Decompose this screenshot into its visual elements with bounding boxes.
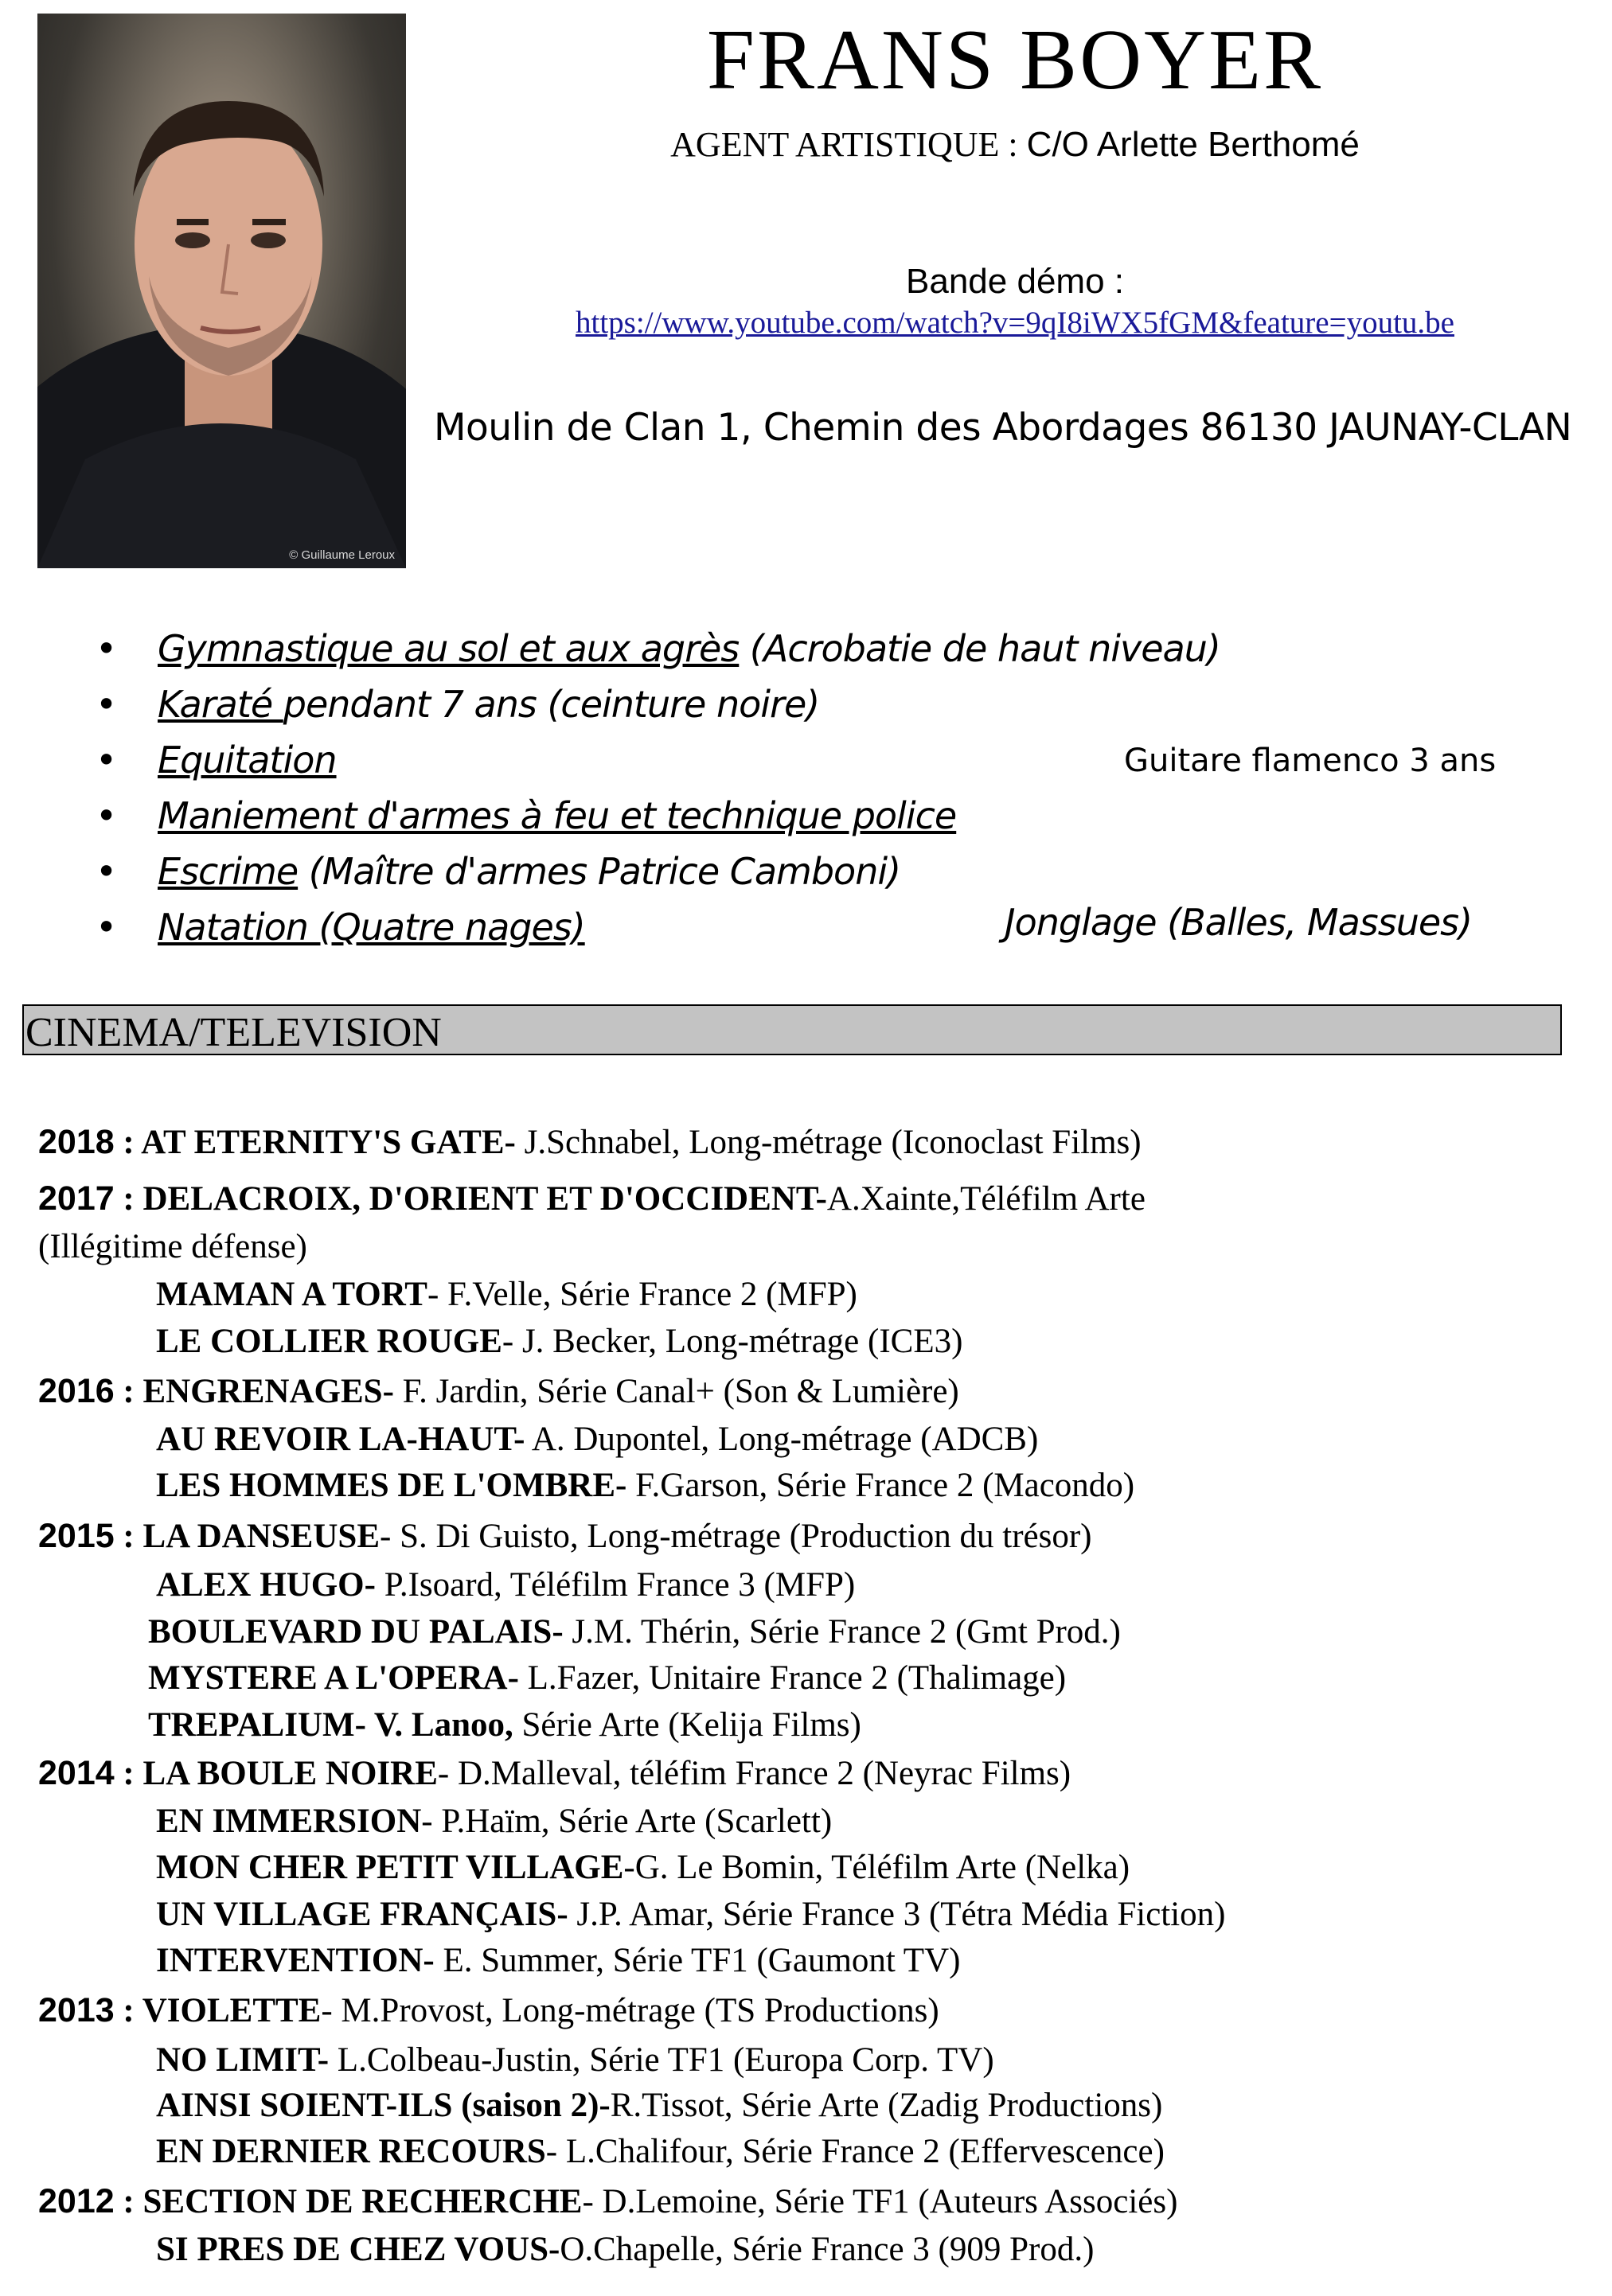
credit-title: AU REVOIR LA-HAUT-	[156, 1421, 525, 1458]
skill-main: Equitation	[158, 739, 337, 782]
credit-row	[156, 1467, 1134, 1504]
credit-detail: J.P. Amar, Série France 3 (Tétra Média Fiction)	[568, 1896, 1226, 1933]
credit-row	[38, 1180, 1146, 1218]
credit-title: LES HOMMES DE L'OMBRE-	[156, 1467, 627, 1504]
credit-sep: :	[114, 1180, 143, 1218]
credit-row	[156, 2231, 1094, 2268]
photo-credit: © Guillaume Leroux	[289, 548, 395, 562]
credit-row	[156, 1421, 1038, 1458]
credit-title: ENGRENAGES-	[142, 1373, 394, 1410]
credit-title: SI PRES DE CHEZ VOUS-	[156, 2231, 560, 2268]
credit-detail: R.Tissot, Série Arte (Zadig Productions)	[610, 2087, 1163, 2124]
credit-detail: - L.Chalifour, Série France 2 (Effervescence)	[545, 2133, 1165, 2170]
credit-title: AT ETERNITY'S GATE-	[141, 1124, 516, 1161]
credit-row	[38, 1518, 1092, 1555]
bullet-icon: •	[96, 683, 117, 726]
credit-row	[156, 1566, 855, 1604]
credit-title: LE COLLIER ROUGE	[156, 1323, 502, 1360]
address: Moulin de Clan 1, Chemin des Abordages 86130 JAUNAY-CLAN	[434, 406, 1572, 450]
credit-row	[38, 1228, 307, 1265]
credit-row	[38, 2183, 1177, 2220]
credit-year: 2017	[38, 1179, 115, 1218]
section-title: CINEMA/TELEVISION	[25, 1010, 442, 1055]
credit-row	[156, 1276, 857, 1313]
credit-detail: - D.Lemoine, Série TF1 (Auteurs Associés)	[582, 2183, 1178, 2220]
credit-detail: A.Xainte,Téléfilm Arte	[826, 1180, 1146, 1218]
credit-row	[156, 1323, 962, 1360]
skill-main: Maniement d'armes à feu et technique police	[158, 794, 957, 837]
credit-detail: J.Schnabel, Long-métrage (Iconoclast Films)	[515, 1124, 1142, 1161]
credit-detail: - M.Provost, Long-métrage (TS Productions)	[321, 1992, 939, 2029]
credit-sep: :	[114, 1755, 143, 1792]
credit-row	[148, 1706, 861, 1744]
section-header	[22, 1004, 1562, 1055]
credit-row	[148, 1659, 1066, 1697]
credit-title: EN DERNIER RECOURS	[156, 2133, 546, 2170]
bullet-icon: •	[96, 906, 117, 949]
credit-row	[38, 1124, 1142, 1161]
credit-row	[156, 2087, 1162, 2124]
credit-detail: - J. Becker, Long-métrage (ICE3)	[502, 1323, 963, 1360]
credit-detail: - S. Di Guisto, Long-métrage (Production du trésor)	[380, 1518, 1092, 1555]
credit-year: 2012	[38, 2182, 115, 2220]
portrait-illustration	[37, 14, 406, 568]
credit-detail: J.M. Thérin, Série France 2 (Gmt Prod.)	[563, 1613, 1121, 1651]
credit-year: 2016	[38, 1372, 115, 1410]
credit-title: SECTION DE RECHERCHE	[142, 2183, 583, 2220]
credit-title: TREPALIUM- V. Lanoo,	[148, 1706, 513, 1744]
credit-title: LA DANSEUSE	[142, 1518, 381, 1555]
bullet-icon: •	[96, 850, 117, 893]
credit-year: 2018	[38, 1123, 115, 1161]
credit-detail: A. Dupontel, Long-métrage (ADCB)	[525, 1421, 1039, 1458]
credit-row	[156, 2041, 994, 2079]
credit-detail: - F.Velle, Série France 2 (MFP)	[427, 1276, 857, 1313]
credit-title: AINSI SOIENT-ILS (saison 2)-	[156, 2087, 611, 2124]
credit-row	[38, 1755, 1071, 1792]
portrait-photo	[37, 14, 406, 568]
credit-sep: :	[114, 1992, 142, 2029]
demo-label: Bande démo :	[906, 262, 1124, 301]
agent-label: AGENT ARTISTIQUE :	[670, 125, 1027, 164]
credit-title: MAMAN A TORT	[156, 1276, 427, 1313]
credit-sep: :	[114, 1518, 143, 1555]
credit-row	[156, 2133, 1165, 2170]
credit-row	[156, 1896, 1226, 1933]
credit-year: 2015	[38, 1517, 115, 1555]
credit-title: INTERVENTION-	[156, 1942, 435, 1979]
credit-detail: P.Isoard, Téléfilm France 3 (MFP)	[375, 1566, 856, 1604]
demo-link[interactable]: https://www.youtube.com/watch?v=9qI8iWX5fGM&feature=youtu.be	[576, 306, 1454, 340]
credit-title: BOULEVARD DU PALAIS-	[148, 1613, 564, 1651]
credit-year: 2013	[38, 1991, 115, 2029]
person-name: FRANS BOYER	[706, 13, 1324, 107]
credit-row	[156, 1849, 1130, 1886]
credit-title: DELACROIX, D'ORIENT ET D'OCCIDENT-	[142, 1180, 827, 1218]
skill-detail: (Maître d'armes Patrice Camboni)	[298, 850, 901, 893]
credit-row	[156, 1942, 960, 1979]
credit-title: LA BOULE NOIRE	[142, 1755, 438, 1792]
credit-sep: :	[114, 2183, 143, 2220]
credit-row	[156, 1803, 832, 1840]
credit-row	[38, 1992, 939, 2029]
skill-main: Escrime	[158, 850, 299, 893]
credit-sep: :	[114, 1124, 142, 1161]
skill-extra-juggling: Jonglage (Balles, Massues)	[1005, 901, 1473, 944]
bullet-icon: •	[96, 794, 117, 837]
bullet-icon: •	[96, 627, 117, 670]
credit-title: NO LIMIT-	[156, 2041, 330, 2079]
credit-title: VIOLETTE	[142, 1992, 322, 2029]
credit-row	[148, 1613, 1121, 1651]
credit-detail: L.Colbeau-Justin, Série TF1 (Europa Corp. TV)	[329, 2041, 994, 2079]
credit-detail: (Illégitime défense)	[38, 1228, 307, 1265]
skill-detail: pendant 7 ans (ceinture noire)	[283, 683, 820, 726]
credit-detail: E. Summer, Série TF1 (Gaumont TV)	[434, 1942, 961, 1979]
credit-detail: L.Fazer, Unitaire France 2 (Thalimage)	[518, 1659, 1067, 1697]
credit-title: ALEX HUGO-	[156, 1566, 376, 1604]
credit-title: MYSTERE A L'OPERA-	[148, 1659, 519, 1697]
credit-detail: Série Arte (Kelija Films)	[513, 1706, 861, 1744]
skill-extra-guitar: Guitare flamenco 3 ans	[1124, 743, 1497, 779]
skill-main: Natation (Quatre nages)	[158, 906, 585, 949]
agent-line	[478, 126, 1552, 164]
bullet-icon: •	[96, 739, 117, 782]
credit-year: 2014	[38, 1754, 115, 1792]
skill-main: Karaté	[158, 683, 283, 726]
credit-title: MON CHER PETIT VILLAGE	[156, 1849, 624, 1886]
credit-detail: -G. Le Bomin, Téléfilm Arte (Nelka)	[623, 1849, 1130, 1886]
credit-detail: F.Garson, Série France 2 (Macondo)	[626, 1467, 1135, 1504]
skill-main: Gymnastique au sol et aux agrès	[158, 627, 740, 670]
credit-detail: - D.Malleval, téléfim France 2 (Neyrac Films)	[437, 1755, 1071, 1792]
agent-name: C/O Arlette Berthomé	[1026, 125, 1360, 164]
credit-title: EN IMMERSION	[156, 1803, 422, 1840]
credit-sep: :	[114, 1373, 143, 1410]
credit-row	[38, 1373, 959, 1410]
credit-title: UN VILLAGE FRANÇAIS-	[156, 1896, 568, 1933]
credit-detail: O.Chapelle, Série France 3 (909 Prod.)	[560, 2231, 1095, 2268]
credit-detail: F. Jardin, Série Canal+ (Son & Lumière)	[393, 1373, 959, 1410]
credit-detail: - P.Haïm, Série Arte (Scarlett)	[421, 1803, 833, 1840]
skill-detail: (Acrobatie de haut niveau)	[739, 627, 1220, 670]
